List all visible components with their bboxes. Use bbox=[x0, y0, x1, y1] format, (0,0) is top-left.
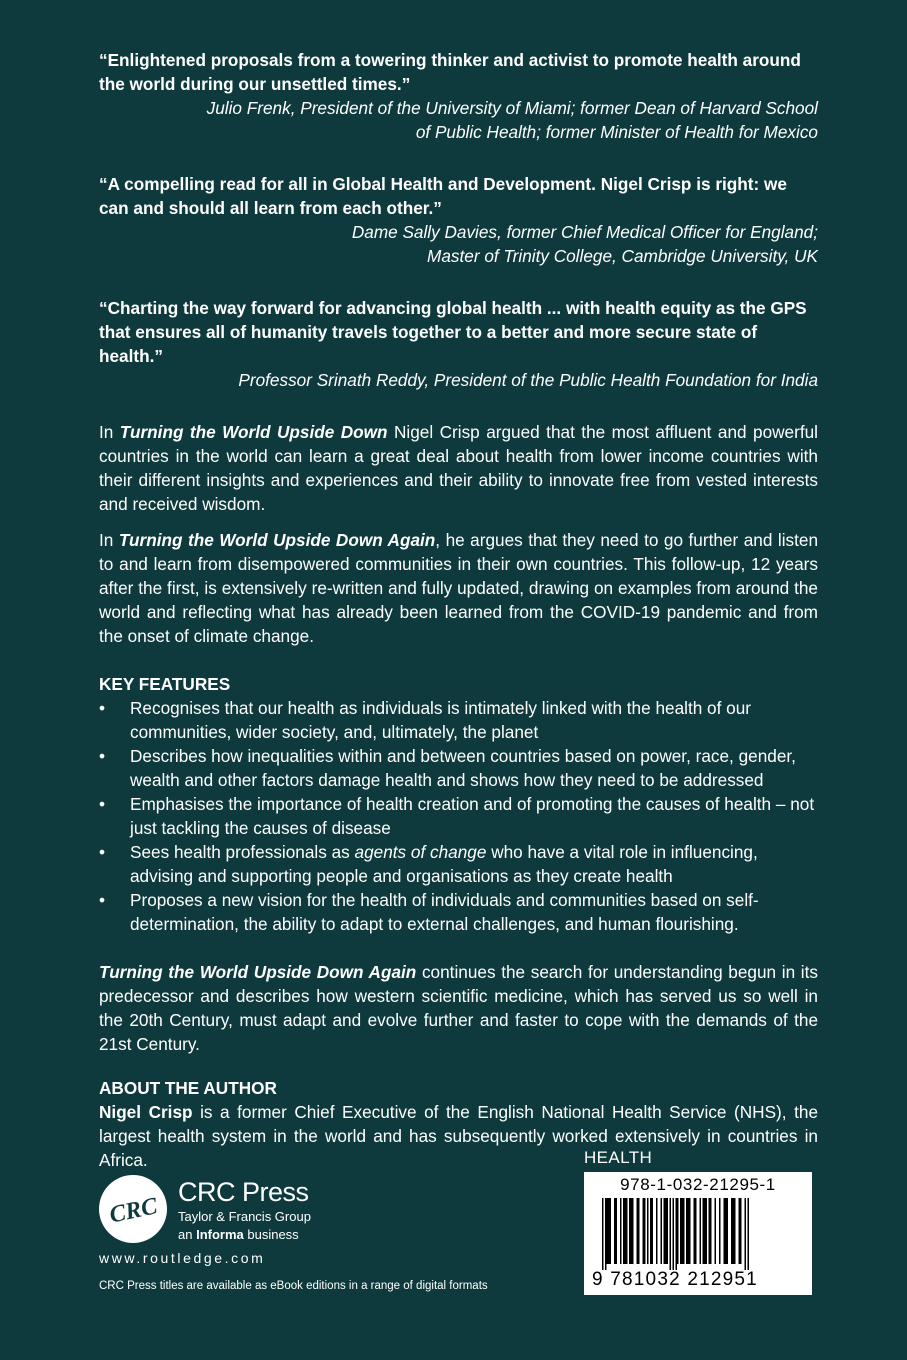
text: Sees health professionals as bbox=[130, 842, 355, 862]
publisher-name: CRC Press bbox=[178, 1177, 309, 1207]
barcode-bar bbox=[680, 1198, 685, 1264]
barcode-bar bbox=[719, 1198, 721, 1264]
bullet-icon: • bbox=[99, 890, 106, 910]
text: Emphasises the importance of health creation and of promoting the causes of health – not just tackling the causes of disease bbox=[130, 794, 815, 838]
barcode-bar bbox=[745, 1198, 747, 1270]
publisher-logo-block bbox=[99, 1175, 519, 1295]
barcode-bar bbox=[643, 1198, 646, 1264]
barcode-bar bbox=[748, 1198, 750, 1270]
quote-attribution bbox=[99, 96, 818, 144]
list-item bbox=[99, 792, 818, 840]
text: Proposes a new vision for the health of individuals and communities based on self-determination, the ability to adapt to external challenges, and human flourishing. bbox=[130, 890, 759, 934]
publisher-website: www.routledge.com bbox=[99, 1250, 266, 1266]
barcode-bar bbox=[686, 1198, 691, 1264]
bullet-icon: • bbox=[99, 746, 106, 766]
text: In bbox=[99, 422, 120, 442]
endorsement-quote-2 bbox=[99, 172, 818, 268]
emphasis: agents of change bbox=[354, 842, 487, 862]
text: continues the search for understanding begun in its predecessor and describes how western scientific medicine, which has served us so well in the 20th Century, must adapt and evolve further and faster to cope with the demands of the 21st Century. bbox=[99, 962, 818, 1054]
isbn-digits: 9 781032 212951 bbox=[592, 1269, 758, 1290]
barcode-bar bbox=[647, 1198, 649, 1264]
barcode-bar bbox=[709, 1198, 712, 1264]
endorsement-quote-1 bbox=[99, 48, 818, 144]
description-paragraph-2 bbox=[99, 528, 818, 648]
description-paragraph-1 bbox=[99, 420, 818, 516]
quote-attribution bbox=[99, 368, 818, 392]
barcode-bar bbox=[731, 1198, 736, 1264]
barcode-bar bbox=[656, 1198, 658, 1264]
barcode-bar bbox=[715, 1198, 717, 1264]
barcode-bar bbox=[605, 1198, 607, 1270]
publisher-business bbox=[178, 1226, 299, 1244]
informa-label: Informa bbox=[196, 1227, 244, 1242]
bullet-icon: • bbox=[99, 794, 106, 814]
bullet-icon: • bbox=[99, 842, 106, 862]
text: Nigel Crisp argued that the most affluent and powerful countries in the world can learn a great deal about health from lower income countries with their different insights and experiences and their ability to innovate free from vested interests and received wisdom. bbox=[99, 422, 818, 514]
key-features-list bbox=[99, 696, 818, 936]
barcode-bar bbox=[677, 1198, 679, 1264]
text: is a former Chief Executive of the English National Health Service (NHS), the largest health system in the world and has subsequently worked extensively in countries in Africa. bbox=[99, 1102, 819, 1170]
crc-logo-mark bbox=[99, 1175, 167, 1243]
quote-text: “Enlightened proposals from a towering thinker and activist to promote health around the world during our unsettled times.” bbox=[99, 50, 801, 94]
barcode-bar bbox=[673, 1198, 675, 1270]
list-item bbox=[99, 840, 818, 888]
barcode-bar bbox=[637, 1198, 640, 1264]
barcode-bar bbox=[703, 1198, 708, 1264]
quote-text: “A compelling read for all in Global Health and Development. Nigel Crisp is right: we can and should all learn from each other.” bbox=[99, 174, 787, 218]
barcode-bars bbox=[598, 1198, 798, 1270]
barcode-bar bbox=[739, 1198, 742, 1264]
ebook-note: CRC Press titles are available as eBook editions in a range of digital formats bbox=[99, 1280, 488, 1292]
text: In bbox=[99, 530, 119, 550]
barcode-bar bbox=[623, 1198, 628, 1264]
barcode-bar bbox=[694, 1198, 697, 1264]
publisher-group: Taylor & Francis Group bbox=[178, 1209, 311, 1224]
list-item bbox=[99, 744, 818, 792]
barcode-bar bbox=[670, 1198, 672, 1270]
book-title: Turning the World Upside Down Again bbox=[118, 530, 436, 550]
barcode-bar bbox=[676, 1198, 678, 1270]
barcode-bar bbox=[614, 1198, 617, 1264]
book-title: Turning the World Upside Down Again bbox=[99, 962, 417, 982]
text: , he argues that they need to go further and listen to and learn from disempowered communities in their own countries. This follow-up, 12 years after the first, is extensively re-written and fully updated, drawing on examples from around the world and reflecting what has already been learned from the COVID-19 pandemic and from the onset of climate change. bbox=[99, 530, 818, 646]
barcode-bar bbox=[602, 1198, 604, 1270]
barcode-bar bbox=[650, 1198, 653, 1264]
quote-attribution bbox=[99, 220, 818, 268]
attribution-line: Professor Srinath Reddy, President of the Public Health Foundation for India bbox=[238, 370, 818, 390]
text: business bbox=[243, 1227, 299, 1242]
book-title: Turning the World Upside Down bbox=[119, 422, 388, 442]
barcode-bar bbox=[700, 1198, 702, 1264]
barcode-bar bbox=[620, 1198, 622, 1264]
isbn-barcode bbox=[584, 1172, 812, 1295]
attribution-line: of Public Health; former Minister of Health for Mexico bbox=[415, 122, 818, 142]
bullet-icon: • bbox=[99, 698, 106, 718]
category-label: HEALTH bbox=[584, 1148, 653, 1167]
attribution-line: Dame Sally Davies, former Chief Medical Officer for England; bbox=[351, 222, 818, 242]
list-item bbox=[99, 696, 818, 744]
crc-logo-text: CRC bbox=[107, 1193, 160, 1229]
about-author-heading: ABOUT THE AUTHOR bbox=[99, 1078, 277, 1098]
text: who have a vital role in influencing, advising and supporting people and organisations as they create health bbox=[130, 842, 758, 886]
text: Recognises that our health as individuals is intimately linked with the health of our communities, wider society, and, ultimately, the planet bbox=[130, 698, 752, 742]
isbn-text: 978-1-032-21295-1 bbox=[620, 1175, 776, 1194]
back-cover-text bbox=[99, 48, 818, 1184]
attribution-line: Julio Frenk, President of the University of Miami; former Dean of Harvard School bbox=[206, 98, 818, 118]
barcode-bar bbox=[629, 1198, 634, 1264]
barcode-bar bbox=[664, 1198, 669, 1264]
quote-text: “Charting the way forward for advancing global health ... with health equity as the GPS that ensures all of humanity travels together to a better and more secure state of health.” bbox=[99, 298, 807, 366]
barcode-bar bbox=[607, 1198, 612, 1264]
key-features-heading: KEY FEATURES bbox=[99, 674, 231, 694]
list-item bbox=[99, 888, 818, 936]
barcode-bar bbox=[661, 1198, 663, 1264]
crc-logo-icon bbox=[99, 1175, 167, 1243]
barcode-bar bbox=[724, 1198, 729, 1264]
about-author-paragraph bbox=[99, 1100, 818, 1172]
text: Describes how inequalities within and between countries based on power, race, gender, wealth and other factors damage health and shows how they need to be addressed bbox=[130, 746, 796, 790]
attribution-line: Master of Trinity College, Cambridge University, UK bbox=[427, 246, 818, 266]
endorsement-quote-3 bbox=[99, 296, 818, 392]
text: an bbox=[178, 1227, 197, 1242]
description-paragraph-3 bbox=[99, 960, 818, 1056]
author-name: Nigel Crisp bbox=[99, 1102, 193, 1122]
